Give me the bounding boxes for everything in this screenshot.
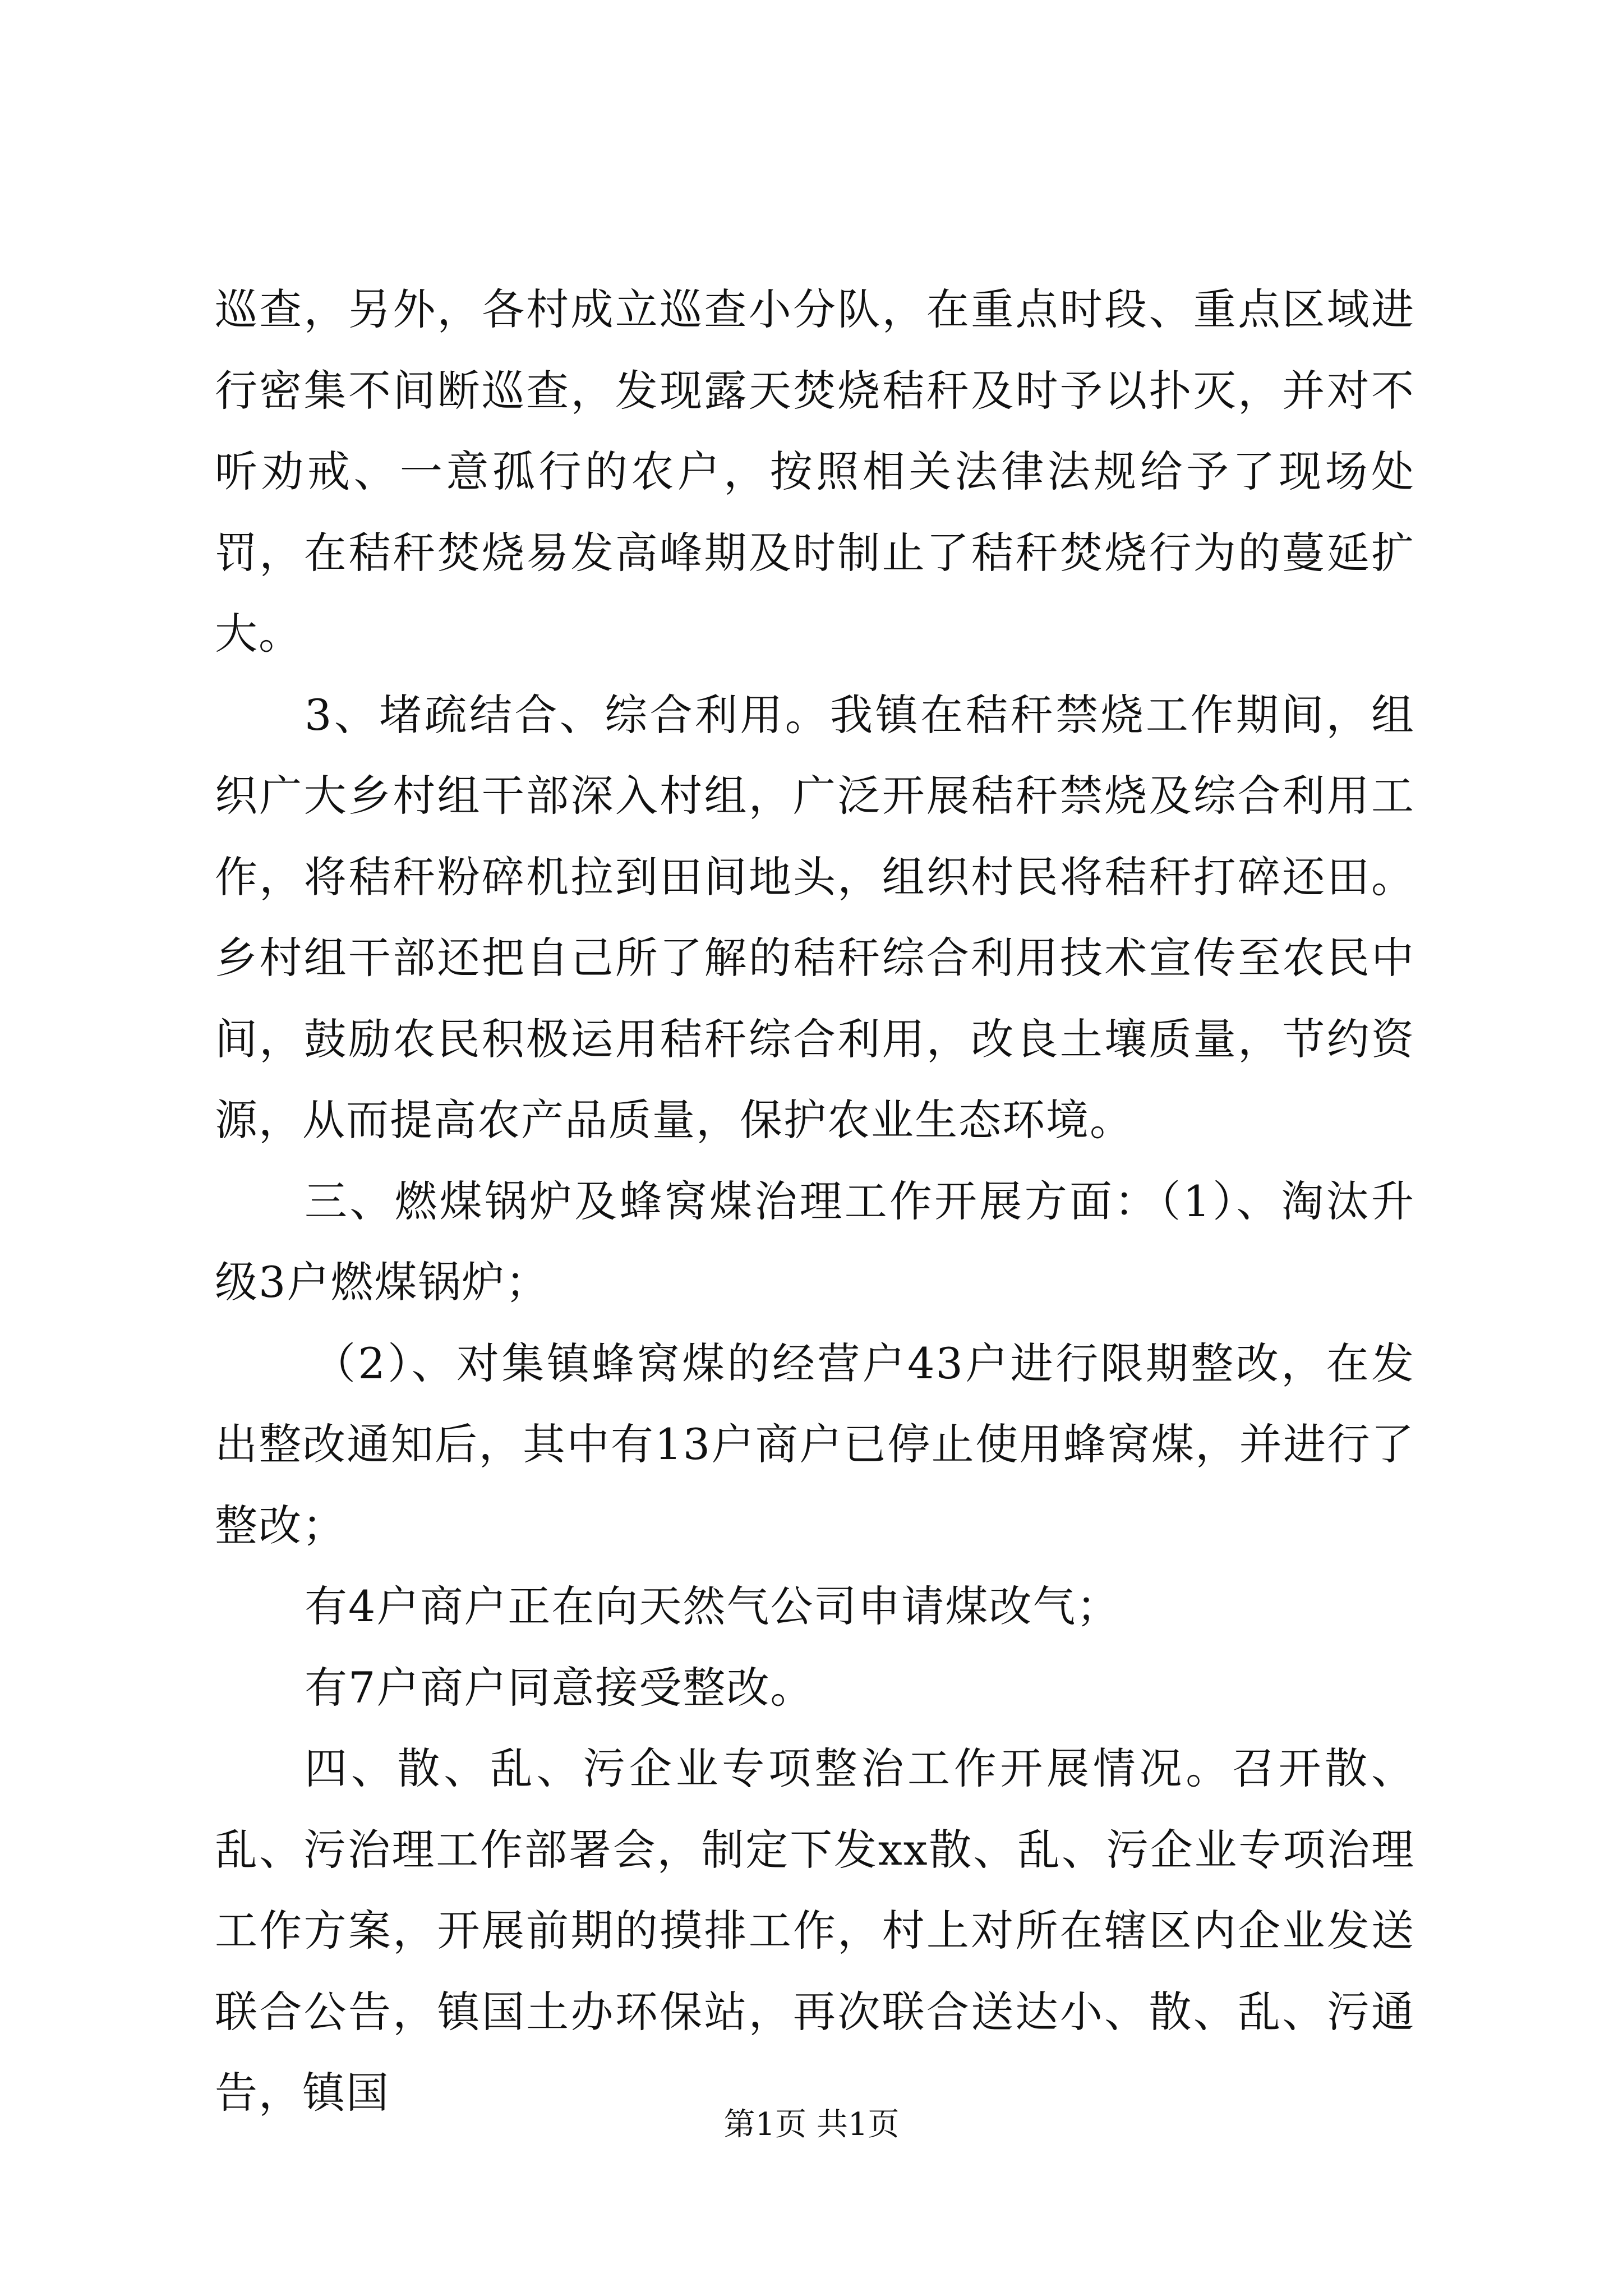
paragraph-honeycomb-coal: （2）、对集镇蜂窝煤的经营户43户进行限期整改，在发出整改通知后，其中有13户商户已停止使用蜂窝煤，并进行了整改； bbox=[215, 1338, 1415, 1550]
page-footer: 第1页 共1页 bbox=[723, 2106, 900, 2143]
document-body bbox=[215, 269, 1415, 2134]
paragraph-patrol: 巡查，另外，各村成立巡查小分队，在重点时段、重点区域进行密集不间断巡查，发现露天焚烧秸秆及时予以扑灭，并对不听劝戒、一意孤行的农户，按照相关法律法规给予了现场处罚，在秸秆焚烧易发高峰期及时制止了秸秆焚烧行为的蔓延扩大。 bbox=[215, 284, 1415, 659]
paragraph-enterprise-rectification: 四、散、乱、污企业专项整治工作开展情况。召开散、乱、污治理工作部署会，制定下发xx散、乱、污企业专项治理工作方案，开展前期的摸排工作，村上对所在辖区内企业发送联合公告，镇国土办环保站，再次联合送达小、散、乱、污通告，镇国 bbox=[215, 1743, 1415, 2118]
paragraph-accept-rectification: 有7户商户同意接受整改。 bbox=[305, 1662, 814, 1713]
paragraph-coal-boiler: 三、燃煤锅炉及蜂窝煤治理工作开展方面：（1）、淘汰升级3户燃煤锅炉； bbox=[215, 1176, 1415, 1307]
paragraph-straw-utilization: 3、堵疏结合、综合利用。我镇在秸秆禁烧工作期间，组织广大乡村组干部深入村组，广泛开展秸秆禁烧及综合利用工作，将秸秆粉碎机拉到田间地头，组织村民将秸秆打碎还田。乡村组干部还把自己所了解的秸秆综合利用技术宣传至农民中间，鼓励农民积极运用秸秆综合利用，改良土壤质量，节约资源，从而提高农产品质量，保护农业生态环境。 bbox=[215, 689, 1415, 1145]
paragraph-gas-application: 有4户商户正在向天然气公司申请煤改气； bbox=[305, 1581, 1121, 1631]
